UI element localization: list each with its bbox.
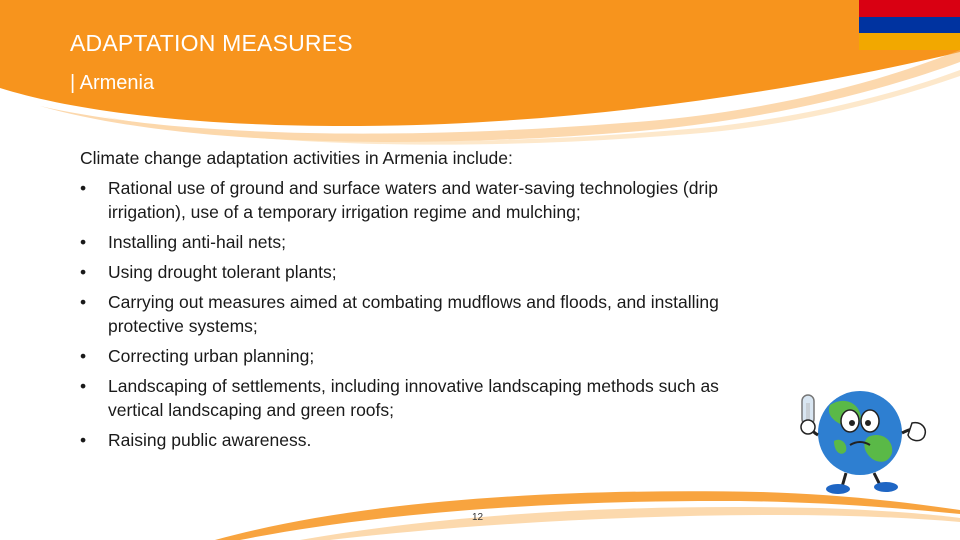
adaptation-list bbox=[80, 176, 770, 452]
flag-stripe-orange bbox=[859, 33, 960, 50]
bullet-dot: • bbox=[80, 346, 87, 366]
intro-text: Climate change adaptation activities in Armenia include: bbox=[80, 148, 513, 168]
bullet-dot: • bbox=[80, 262, 87, 282]
list-item-text: Installing anti-hail nets; bbox=[108, 232, 287, 252]
list-item-text: Carrying out measures aimed at combating mudflows and floods, and installing protective systems; bbox=[108, 292, 719, 336]
slide-subtitle: | Armenia bbox=[70, 72, 155, 94]
slide-title: ADAPTATION MEASURES bbox=[70, 30, 353, 56]
bullet-dot: • bbox=[80, 292, 87, 312]
slide-content bbox=[80, 146, 770, 458]
bullet-dot: • bbox=[80, 178, 87, 198]
list-item bbox=[80, 290, 770, 338]
list-item bbox=[80, 374, 770, 422]
earth-mascot-icon bbox=[790, 375, 930, 495]
list-item bbox=[80, 428, 770, 452]
list-item-text: Correcting urban planning; bbox=[108, 346, 315, 366]
page-number: 12 bbox=[472, 512, 484, 523]
list-item bbox=[80, 260, 770, 284]
bullet-dot: • bbox=[80, 232, 87, 252]
flag-stripe-blue bbox=[859, 17, 960, 34]
flag-stripe-red bbox=[859, 0, 960, 17]
bullet-dot: • bbox=[80, 376, 87, 396]
list-item-text: Using drought tolerant plants; bbox=[108, 262, 337, 282]
list-item bbox=[80, 344, 770, 368]
list-item-text: Landscaping of settlements, including innovative landscaping methods such as vertical landscaping and green roofs; bbox=[108, 376, 719, 420]
list-item-text: Rational use of ground and surface waters and water-saving technologies (drip irrigation), use of a temporary irrigation regime and mulching; bbox=[108, 178, 718, 222]
list-item bbox=[80, 230, 770, 254]
list-item-text: Raising public awareness. bbox=[108, 430, 312, 450]
list-item bbox=[80, 176, 770, 224]
bullet-dot: • bbox=[80, 430, 87, 450]
armenia-flag-icon bbox=[859, 0, 960, 50]
